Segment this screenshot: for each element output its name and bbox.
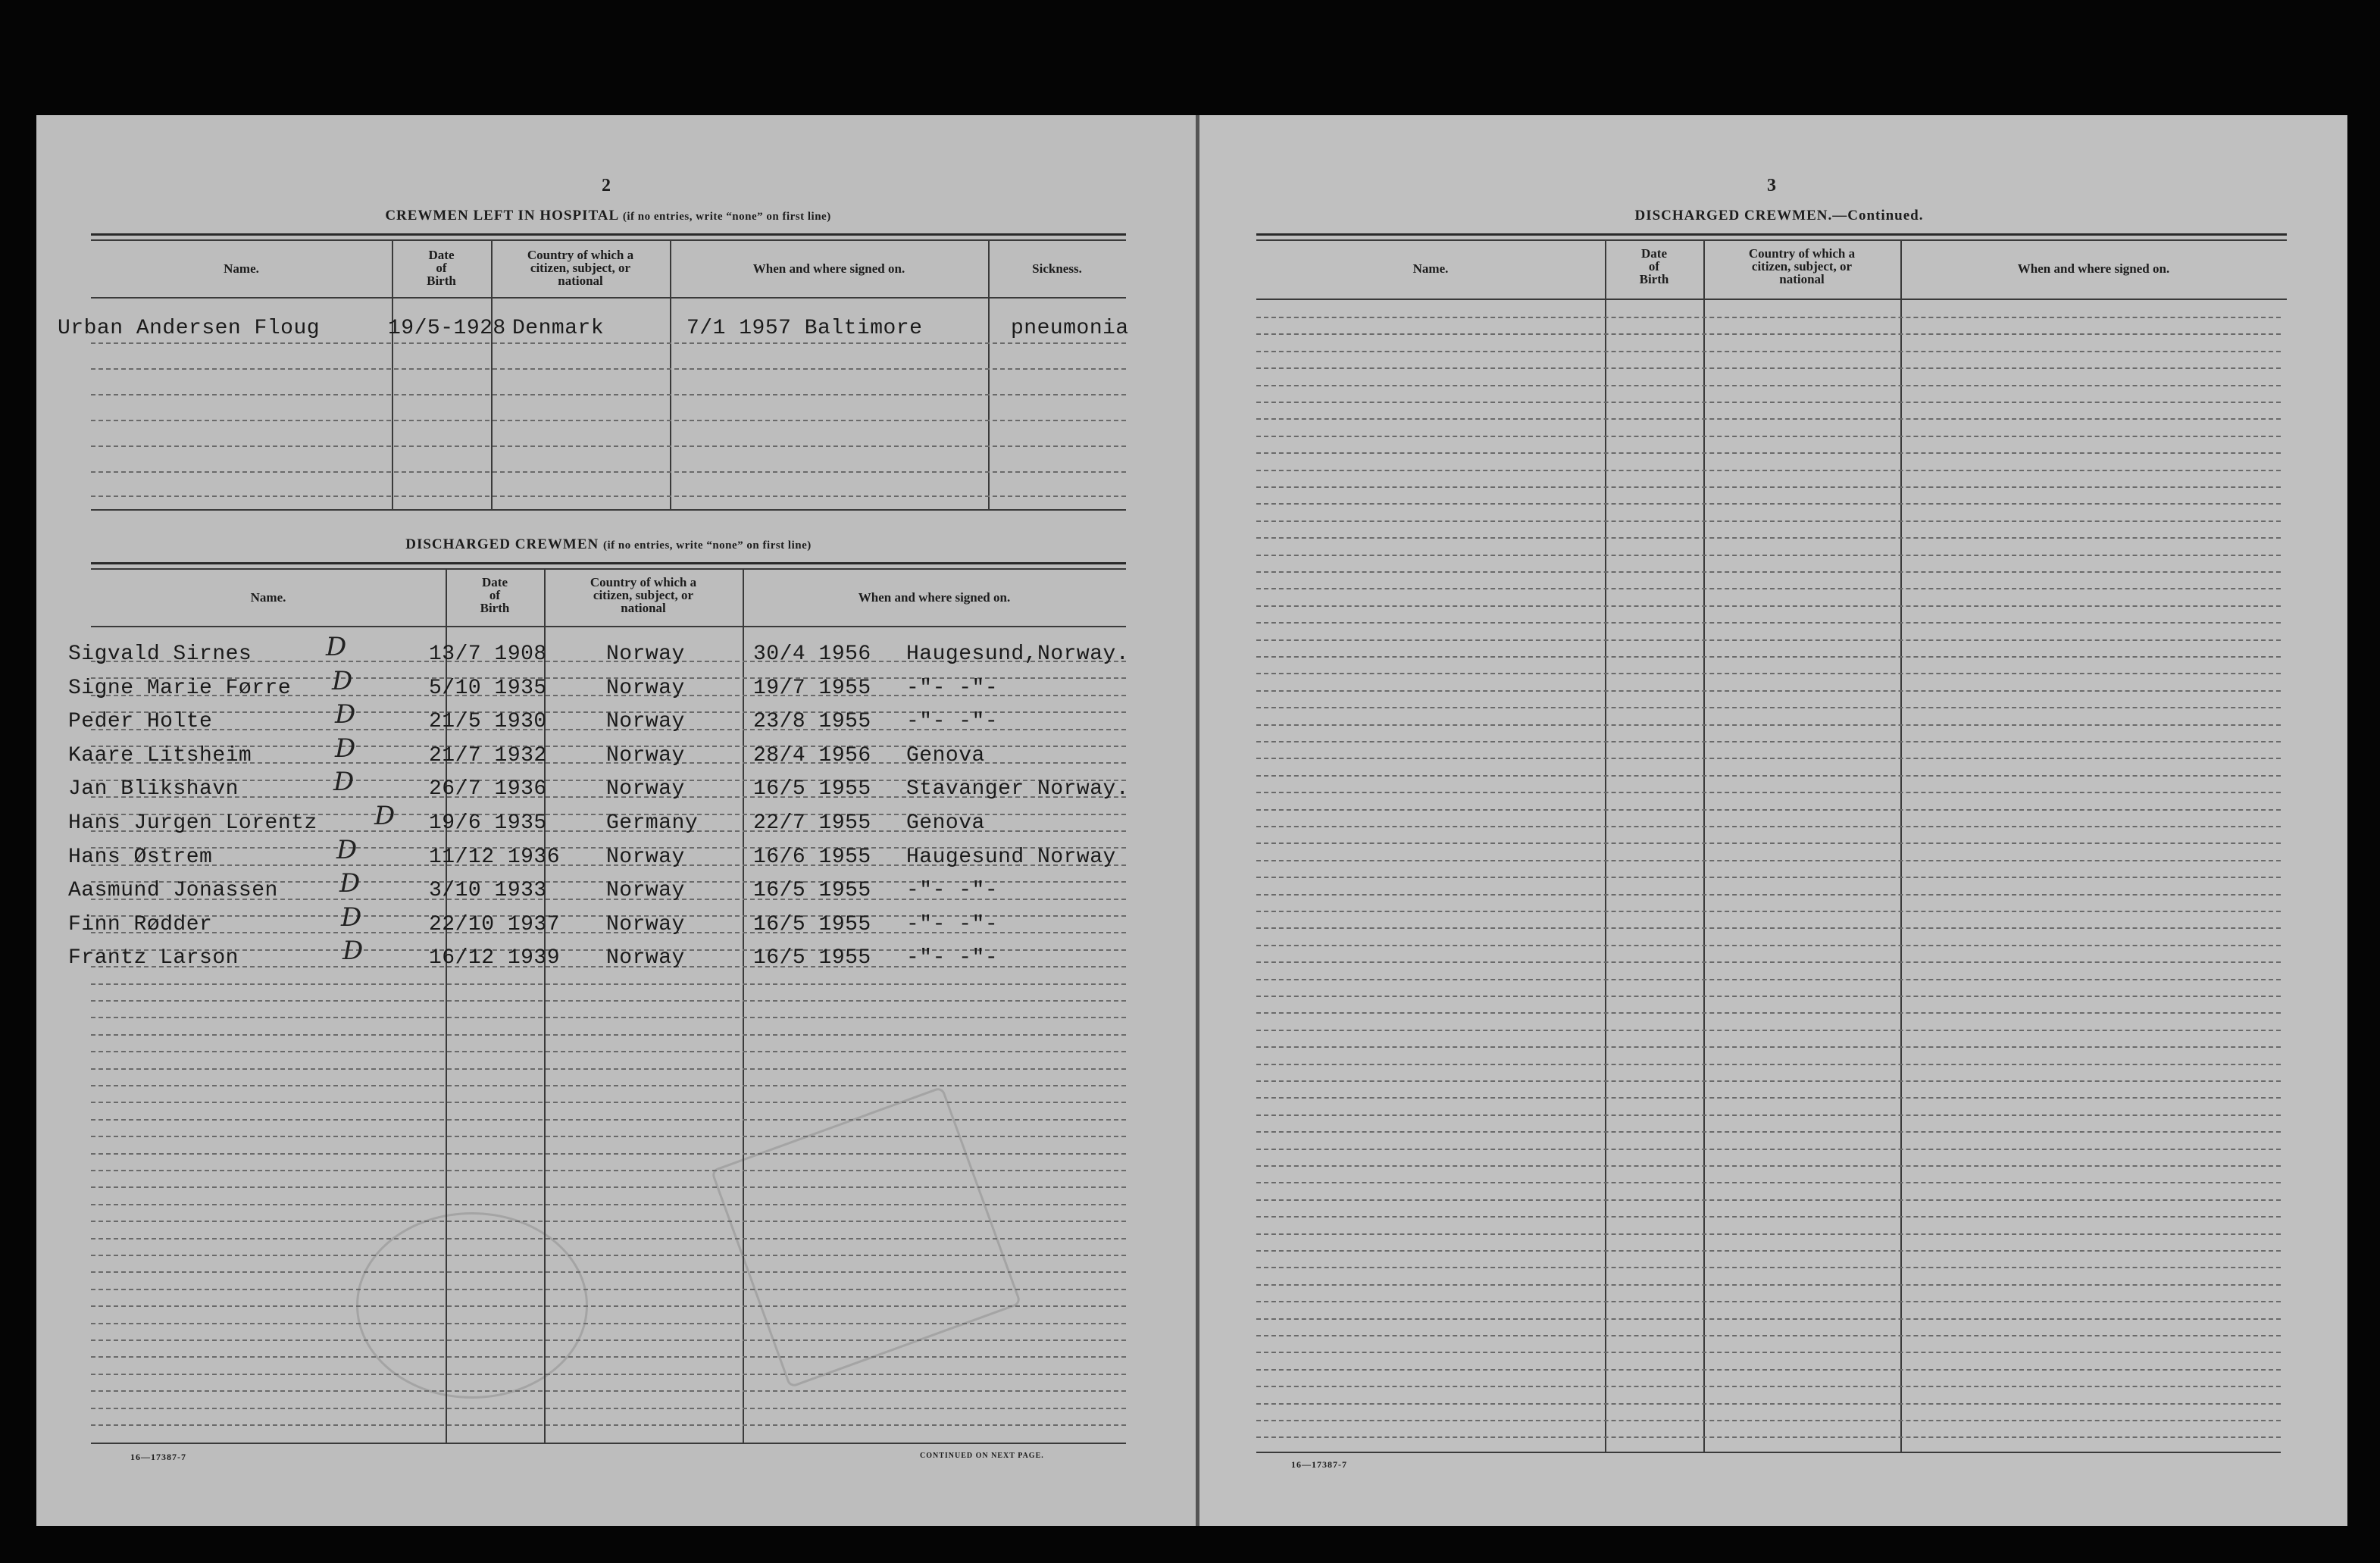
hospital-header-dob: Date of Birth [427, 248, 456, 288]
right-header-signed-on: When and where signed on. [2017, 261, 2170, 276]
crew-name: Aasmund Jonassen [68, 879, 278, 903]
crew-country: Germany [606, 811, 699, 835]
hospital-header-name: Name. [224, 261, 259, 276]
page-number-right: 3 [1767, 176, 1776, 195]
hospital-instruction: (if no entries, write “none” on first line) [622, 211, 831, 223]
right-header-country: Country of which a citizen, subject, or national [1748, 246, 1856, 286]
crew-country: Norway [606, 946, 685, 971]
crew-country: Norway [606, 710, 685, 734]
crew-signed-place: -"- -"- [906, 879, 999, 903]
discharge-mark: D [332, 665, 353, 696]
crew-signed-date: 16/5 1955 [753, 946, 871, 971]
hospital-signed-on: 7/1 1957 Baltimore [686, 317, 923, 340]
hospital-country: Denmark [512, 317, 605, 340]
crew-signed-date: 16/5 1955 [753, 777, 871, 802]
discharge-mark: D [335, 733, 356, 764]
hospital-header-sickness: Sickness. [1032, 261, 1082, 276]
discharge-mark: D [339, 868, 361, 899]
crew-country: Norway [606, 777, 685, 802]
crew-dob: 5/10 1935 [429, 676, 547, 700]
crew-country: Norway [606, 912, 685, 936]
crew-country: Norway [606, 879, 685, 903]
crew-signed-date: 16/6 1955 [753, 845, 871, 869]
crew-signed-date: 19/7 1955 [753, 676, 871, 700]
crew-name: Jan Blikshavn [68, 777, 239, 802]
crew-signed-place: Genova [906, 743, 985, 767]
crew-signed-place: Stavanger Norway. [906, 777, 1130, 802]
discharged-header-dob: Date of Birth [480, 575, 510, 615]
crew-dob: 3/10 1933 [429, 879, 547, 903]
discharged-header-country: Country of which a citizen, subject, or national [590, 575, 697, 615]
crew-signed-place: -"- -"- [906, 676, 999, 700]
crew-signed-place: Genova [906, 811, 985, 835]
crew-signed-place: Haugesund,Norway. [906, 642, 1130, 666]
right-header-name: Name. [1412, 261, 1449, 276]
crew-signed-date: 16/5 1955 [753, 912, 871, 936]
crew-dob: 21/7 1932 [429, 743, 547, 767]
form-number: 16—17387-7 [130, 1452, 186, 1462]
right-page [1199, 115, 2347, 1526]
crew-signed-place: -"- -"- [906, 710, 999, 734]
page-number: 2 [602, 176, 611, 195]
discharged-instruction: (if no entries, write “none” on first line) [602, 539, 812, 552]
hospital-header-signed-on: When and where signed on. [752, 261, 905, 276]
crew-signed-date: 16/5 1955 [753, 879, 871, 903]
crew-signed-place: -"- -"- [906, 946, 999, 971]
crew-signed-date: 30/4 1956 [753, 642, 871, 666]
discharge-mark: D [335, 699, 356, 730]
crew-signed-date: 22/7 1955 [753, 811, 871, 835]
crew-country: Norway [606, 845, 685, 869]
discharge-mark: D [333, 767, 355, 798]
crew-dob: 19/6 1935 [429, 811, 547, 835]
discharge-mark: D [342, 936, 364, 967]
crew-name: Frantz Larson [68, 946, 239, 971]
right-section-title: DISCHARGED CREWMEN.—Continued. [1634, 208, 1924, 224]
crew-name: Sigvald Sirnes [68, 642, 252, 666]
discharged-header-signed-on: When and where signed on. [858, 590, 1011, 605]
right-header-dob: Date of Birth [1639, 246, 1669, 286]
crew-signed-date: 23/8 1955 [753, 710, 871, 734]
form-number-right: 16—17387-7 [1291, 1459, 1347, 1470]
hospital-sickness: pneumonia [1011, 317, 1129, 340]
discharge-mark: D [336, 834, 358, 865]
page-spine [1196, 115, 1199, 1526]
crew-dob: 13/7 1908 [429, 642, 547, 666]
discharge-mark: D [326, 632, 347, 662]
hospital-header-country: Country of which a citizen, subject, or national [527, 248, 634, 288]
hospital-name: Urban Andersen Floug [58, 317, 321, 340]
discharged-header-name: Name. [250, 590, 286, 605]
crew-name: Peder Holte [68, 710, 213, 734]
hospital-title-text: CREWMEN LEFT IN HOSPITAL [385, 208, 619, 224]
crew-dob: 21/5 1930 [429, 710, 547, 734]
crew-name: Signe Marie Førre [68, 676, 292, 700]
discharged-title-text: DISCHARGED CREWMEN [405, 536, 599, 552]
crew-name: Hans Østrem [68, 845, 213, 869]
crew-dob: 26/7 1936 [429, 777, 547, 802]
crew-signed-place: Haugesund Norway [906, 845, 1116, 869]
crew-dob: 22/10 1937 [429, 912, 561, 936]
crew-dob: 16/12 1939 [429, 946, 561, 971]
crew-name: Hans Jurgen Lorentz [68, 811, 317, 835]
crew-name: Finn Rødder [68, 912, 213, 936]
hospital-dob: 19/5-1928 [388, 317, 506, 340]
crew-country: Norway [606, 743, 685, 767]
continued-note: CONTINUED ON NEXT PAGE. [920, 1452, 1044, 1460]
crew-country: Norway [606, 676, 685, 700]
crew-signed-date: 28/4 1956 [753, 743, 871, 767]
discharge-mark: D [374, 801, 396, 831]
discharged-section-title [91, 536, 1126, 553]
crew-dob: 11/12 1936 [429, 845, 561, 869]
hospital-section-title [91, 208, 1125, 224]
discharge-mark: D [341, 902, 362, 933]
crew-name: Kaare Litsheim [68, 743, 252, 767]
crew-country: Norway [606, 642, 685, 666]
crew-signed-place: -"- -"- [906, 912, 999, 936]
